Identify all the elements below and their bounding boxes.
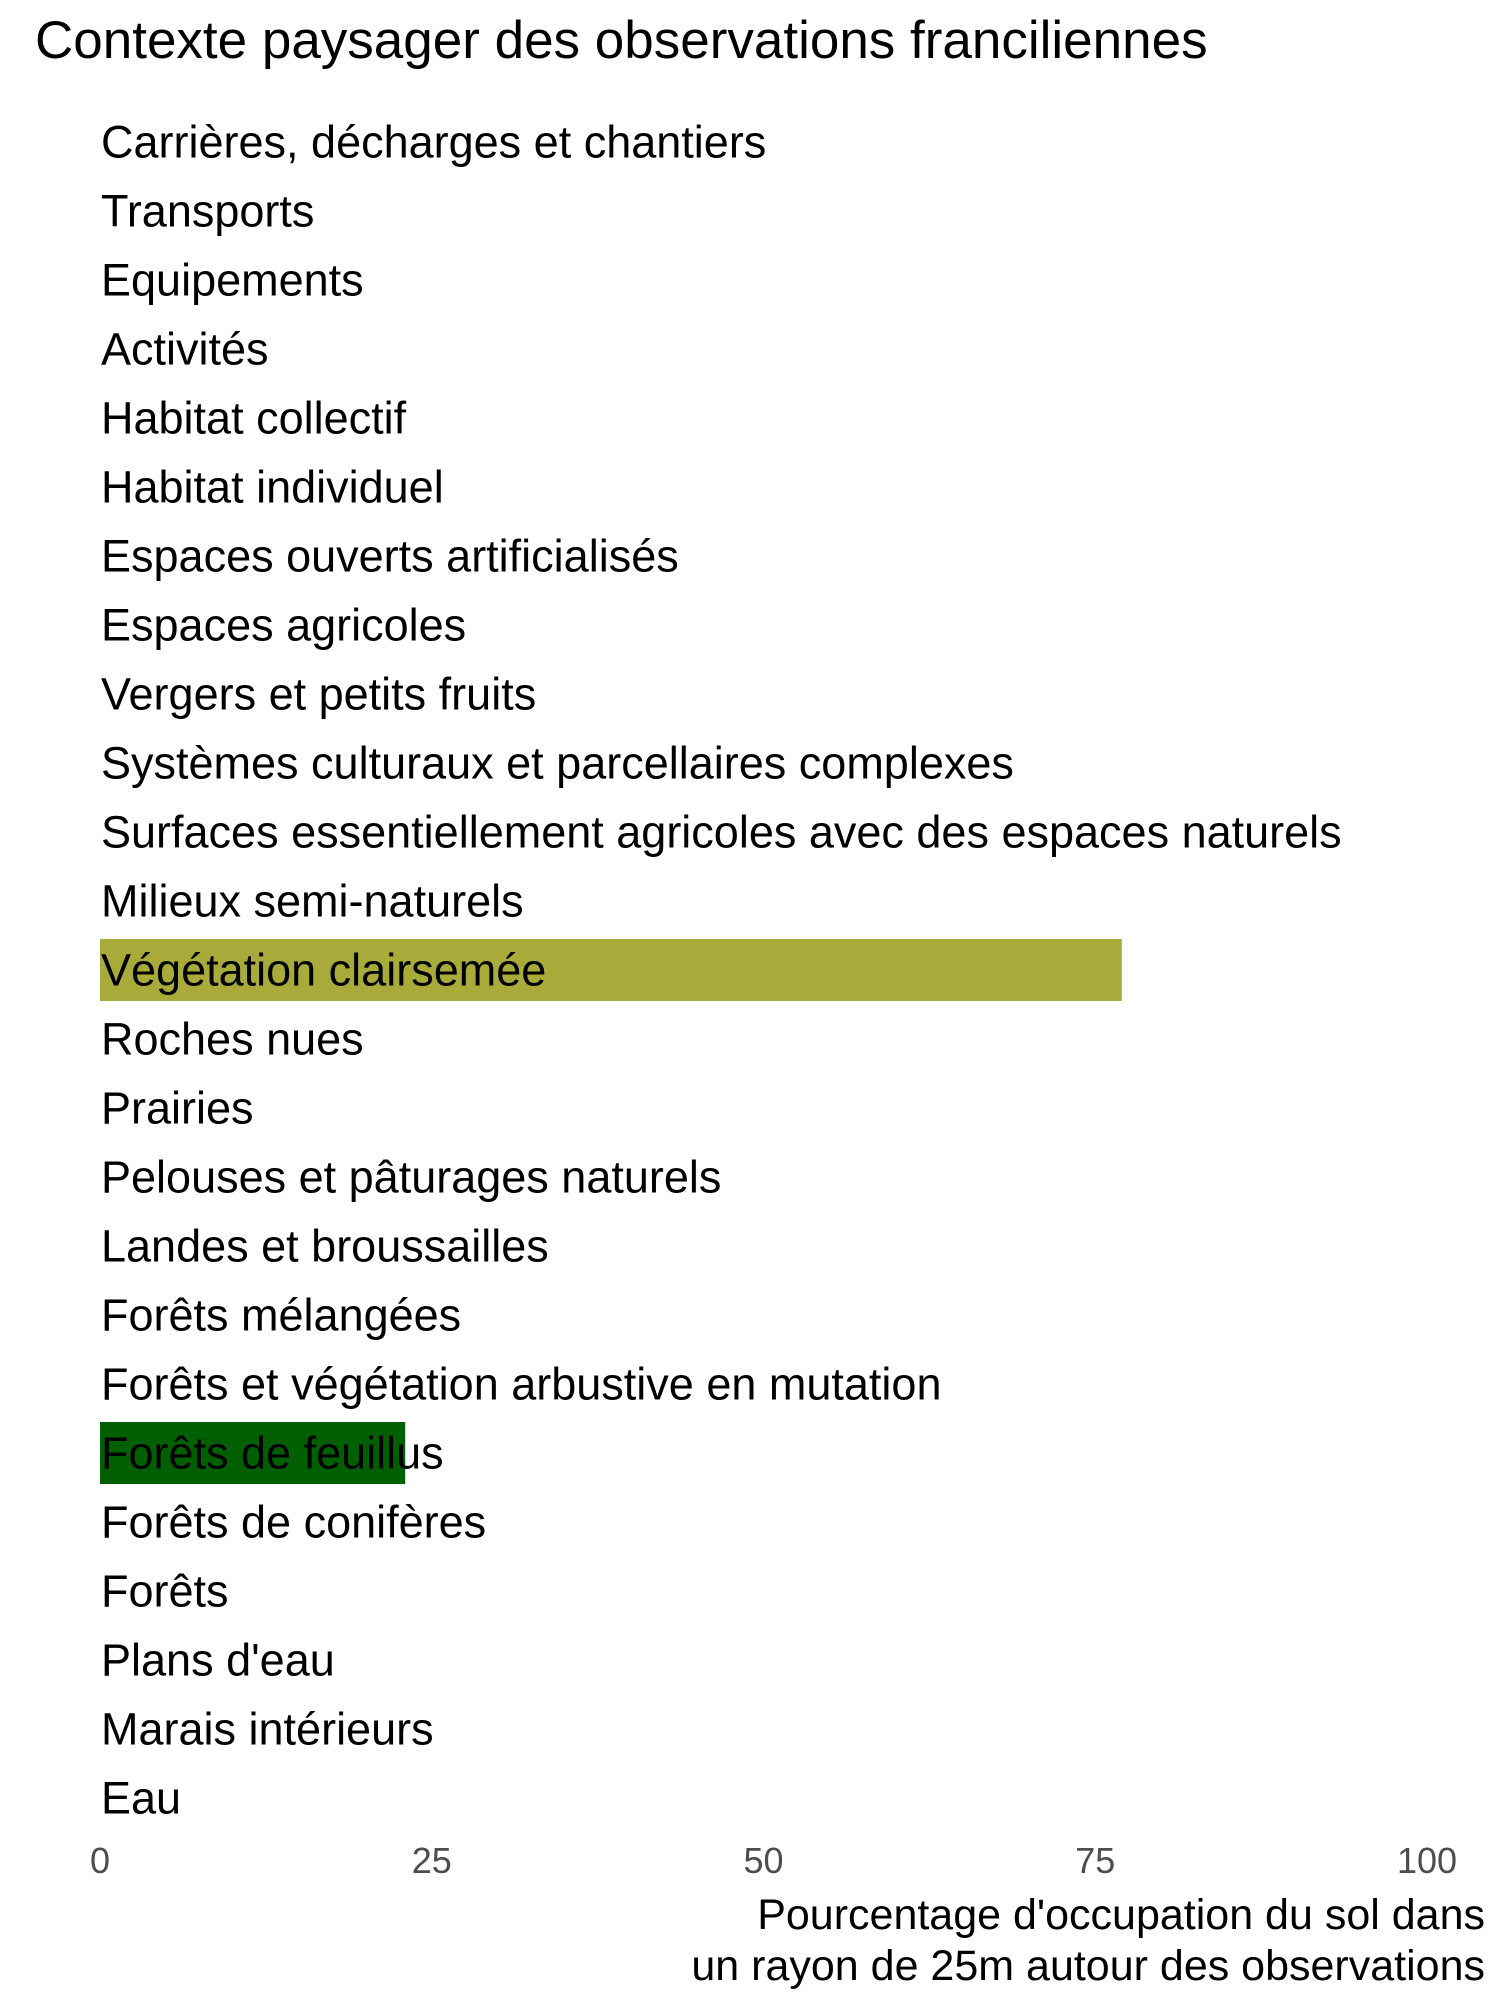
category-label: Forêts (101, 1565, 229, 1617)
category-label: Forêts de feuillus (101, 1427, 444, 1479)
category-label: Activités (101, 323, 269, 375)
category-label: Roches nues (101, 1013, 364, 1065)
category-label: Vergers et petits fruits (101, 668, 537, 720)
x-tick-label: 50 (743, 1840, 784, 1881)
category-label: Prairies (101, 1082, 254, 1134)
category-label: Carrières, décharges et chantiers (101, 116, 767, 168)
category-label: Espaces ouverts artificialisés (101, 530, 679, 582)
x-tick-label: 75 (1075, 1840, 1116, 1881)
category-label: Landes et broussailles (101, 1220, 549, 1272)
category-label: Surfaces essentiellement agricoles avec des espaces naturels (101, 806, 1342, 858)
category-label: Milieux semi-naturels (101, 875, 524, 927)
category-label: Habitat collectif (101, 392, 407, 444)
x-tick-label: 25 (411, 1840, 452, 1881)
category-label: Transports (101, 185, 315, 237)
category-label: Végétation clairsemée (101, 944, 547, 996)
category-label: Marais intérieurs (101, 1703, 434, 1755)
category-label: Forêts mélangées (101, 1289, 462, 1341)
category-label: Habitat individuel (101, 461, 444, 513)
x-axis-ticks (90, 1840, 1457, 1881)
x-tick-label: 100 (1396, 1840, 1458, 1881)
category-label: Forêts de conifères (101, 1496, 487, 1548)
x-axis-title-line-2: un rayon de 25m autour des observations (691, 1942, 1485, 1990)
category-label: Forêts et végétation arbustive en mutation (101, 1358, 942, 1410)
x-axis-title-line-1: Pourcentage d'occupation du sol dans (757, 1891, 1485, 1939)
category-label: Pelouses et pâturages naturels (101, 1151, 722, 1203)
category-label: Eau (101, 1772, 182, 1824)
x-axis-title (691, 1890, 1485, 1992)
category-label: Systèmes culturaux et parcellaires complexes (101, 737, 1014, 789)
category-label: Espaces agricoles (101, 599, 467, 651)
chart-title: Contexte paysager des observations franciliennes (35, 11, 1208, 70)
category-label: Plans d'eau (101, 1634, 335, 1686)
category-label: Equipements (101, 254, 364, 306)
x-tick-label: 0 (89, 1840, 111, 1881)
